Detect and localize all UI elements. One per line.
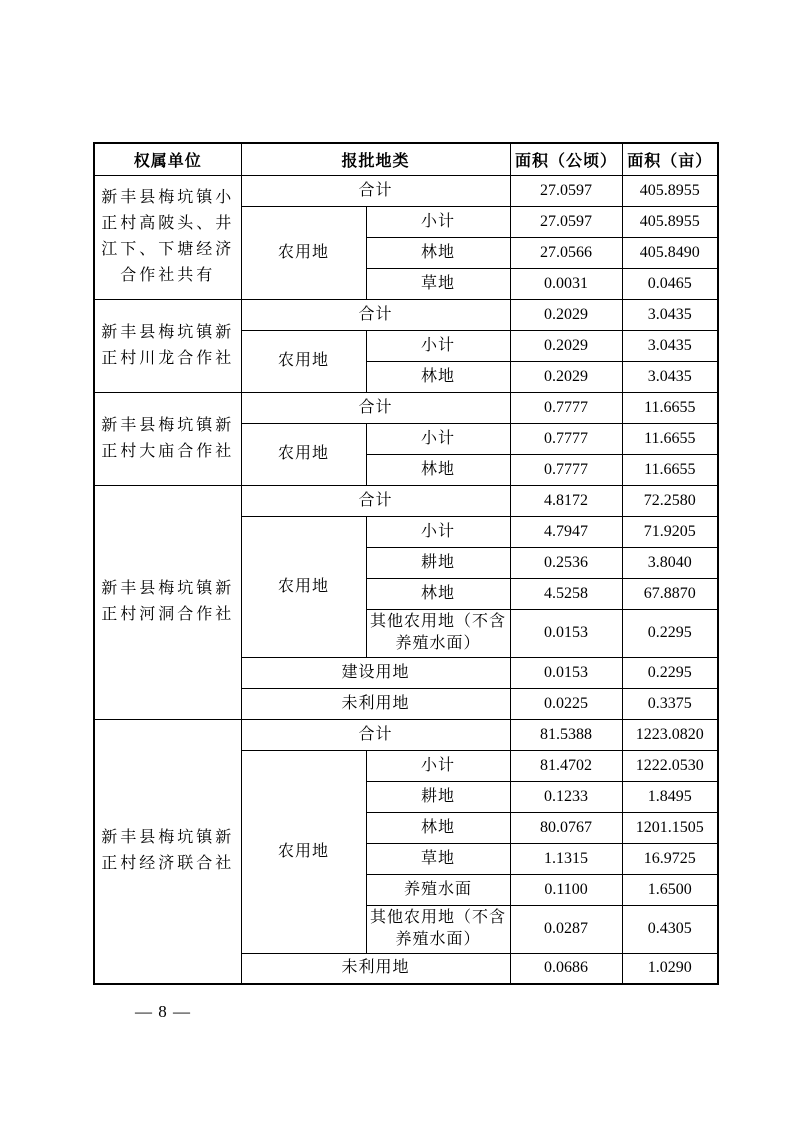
area-ha-cell: 0.2029 [510,299,622,330]
area-ha-cell: 0.7777 [510,392,622,423]
landtype-cell: 林地 [366,812,510,843]
table-row [94,299,718,330]
area-ha-cell: 0.1233 [510,781,622,812]
area-mu-cell: 1.0290 [622,953,718,984]
area-ha-cell: 4.5258 [510,578,622,609]
area-ha-cell: 0.7777 [510,423,622,454]
area-ha-cell: 1.1315 [510,843,622,874]
landtype-cell: 耕地 [366,781,510,812]
header-area-mu: 面积（亩） [622,143,718,175]
area-mu-cell: 3.0435 [622,330,718,361]
area-ha-cell: 0.0031 [510,268,622,299]
area-ha-cell: 0.0225 [510,688,622,719]
landtype-cell: 小计 [366,516,510,547]
area-ha-cell: 81.4702 [510,750,622,781]
area-mu-cell: 405.8955 [622,206,718,237]
section-label-cell: 合计 [241,719,510,750]
landtype-cell: 其他农用地（不含养殖水面） [366,905,510,953]
area-mu-cell: 67.8870 [622,578,718,609]
unit-cell: 新丰县梅坑镇新正村经济联合社 [94,719,241,984]
area-ha-cell: 0.2536 [510,547,622,578]
unit-cell: 新丰县梅坑镇新正村大庙合作社 [94,392,241,485]
area-mu-cell: 16.9725 [622,843,718,874]
area-mu-cell: 11.6655 [622,423,718,454]
area-ha-cell: 4.7947 [510,516,622,547]
header-unit: 权属单位 [94,143,241,175]
category-cell: 农用地 [241,206,366,299]
table-row [94,175,718,206]
area-ha-cell: 81.5388 [510,719,622,750]
landtype-cell: 小计 [366,423,510,454]
area-ha-cell: 4.8172 [510,485,622,516]
area-mu-cell: 0.4305 [622,905,718,953]
area-ha-cell: 0.7777 [510,454,622,485]
category-cell: 农用地 [241,516,366,657]
unit-cell: 新丰县梅坑镇小正村高陂头、井江下、下塘经济合作社共有 [94,175,241,299]
landtype-cell: 养殖水面 [366,874,510,905]
landtype-cell: 林地 [366,361,510,392]
area-ha-cell: 0.1100 [510,874,622,905]
unit-cell: 新丰县梅坑镇新正村川龙合作社 [94,299,241,392]
table-row [94,485,718,516]
header-category: 报批地类 [241,143,510,175]
area-mu-cell: 3.0435 [622,361,718,392]
area-ha-cell: 80.0767 [510,812,622,843]
area-mu-cell: 3.0435 [622,299,718,330]
table-row [94,719,718,750]
area-mu-cell: 11.6655 [622,392,718,423]
section-label-cell: 合计 [241,299,510,330]
table-row [94,392,718,423]
unit-cell: 新丰县梅坑镇新正村河洞合作社 [94,485,241,719]
area-mu-cell: 0.2295 [622,657,718,688]
area-mu-cell: 405.8490 [622,237,718,268]
area-ha-cell: 0.0153 [510,657,622,688]
landtype-cell: 林地 [366,454,510,485]
area-mu-cell: 0.3375 [622,688,718,719]
area-mu-cell: 1223.0820 [622,719,718,750]
area-mu-cell: 1201.1505 [622,812,718,843]
section-label-cell: 合计 [241,175,510,206]
section-label-cell: 未利用地 [241,688,510,719]
area-mu-cell: 1.8495 [622,781,718,812]
area-ha-cell: 27.0597 [510,175,622,206]
area-ha-cell: 0.2029 [510,361,622,392]
area-mu-cell: 72.2580 [622,485,718,516]
area-ha-cell: 0.0686 [510,953,622,984]
section-label-cell: 建设用地 [241,657,510,688]
section-label-cell: 合计 [241,392,510,423]
area-mu-cell: 1222.0530 [622,750,718,781]
landtype-cell: 小计 [366,750,510,781]
category-cell: 农用地 [241,330,366,392]
area-mu-cell: 0.2295 [622,609,718,657]
section-label-cell: 合计 [241,485,510,516]
category-cell: 农用地 [241,423,366,485]
landtype-cell: 小计 [366,330,510,361]
area-ha-cell: 0.0153 [510,609,622,657]
area-ha-cell: 27.0566 [510,237,622,268]
landtype-cell: 其他农用地（不含养殖水面） [366,609,510,657]
landtype-cell: 林地 [366,237,510,268]
area-mu-cell: 3.8040 [622,547,718,578]
area-mu-cell: 11.6655 [622,454,718,485]
landtype-cell: 林地 [366,578,510,609]
area-mu-cell: 71.9205 [622,516,718,547]
category-cell: 农用地 [241,750,366,953]
area-mu-cell: 1.6500 [622,874,718,905]
table-body [94,175,718,984]
landtype-cell: 草地 [366,843,510,874]
table-header-row [94,143,718,175]
landtype-cell: 耕地 [366,547,510,578]
area-ha-cell: 0.0287 [510,905,622,953]
landtype-cell: 草地 [366,268,510,299]
area-mu-cell: 0.0465 [622,268,718,299]
land-approval-table [93,142,719,985]
landtype-cell: 小计 [366,206,510,237]
section-label-cell: 未利用地 [241,953,510,984]
area-ha-cell: 0.2029 [510,330,622,361]
area-ha-cell: 27.0597 [510,206,622,237]
page-number: — 8 — [135,1002,191,1021]
area-mu-cell: 405.8955 [622,175,718,206]
header-area-ha: 面积（公顷） [510,143,622,175]
